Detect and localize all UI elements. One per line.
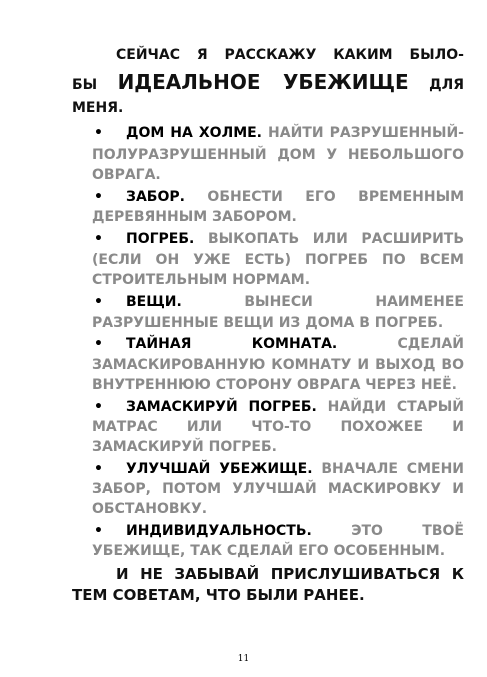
page-number: 11 [237,654,250,664]
intro-line-1 [116,44,464,66]
bullet-icon: • [94,125,103,141]
list-item-1-line-1 [126,122,464,144]
list-item-4-line-2: РАЗРУШЕННЫЕ ВЕЩИ ИЗ ДОМА В ПОГРЕБ. [92,315,444,331]
list-item-7-line-2: ЗАБОР, ПОТОМ УЛУЧШАЙ МАСКИРОВКУ И [92,481,464,497]
list-item-7-line-1 [126,458,464,480]
closing-line-1: И НЕ ЗАБЫВАЙ ПРИСЛУШИВАТЬСЯ К [116,565,464,583]
intro-text-1: СЕЙЧАС Я РАССКАЖУ КАКИМ БЫЛО- [116,47,464,63]
list-item-4-line-1 [126,291,464,313]
intro-text-3: МЕНЯ. [72,100,124,116]
bullet-icon: • [94,294,103,310]
closing-line-2: ТЕМ СОВЕТАМ, ЧТО БЫЛИ РАНЕЕ. [72,586,365,604]
list-item-6-line-3: ЗАМАСКИРУЙ ПОГРЕБ. [92,439,277,455]
list-item-5-line-3: ВНУТРЕННЮЮ СТОРОНУ ОВРАГА ЧЕРЕЗ НЕЁ. [92,377,457,393]
list-item-text: ЭТО ТВОЁ [351,523,464,539]
list-item-3-line-3: СТРОИТЕЛЬНЫМ НОРМАМ. [92,272,311,288]
list-item-text: НАЙДИ СТАРЫЙ [327,399,464,415]
list-item-6-line-1 [126,396,464,418]
list-item-title: ТАЙНАЯ КОМНАТА. [126,336,338,352]
list-item-3-line-2: (ЕСЛИ ОН УЖЕ ЕСТЬ) ПОГРЕБ ПО ВСЕМ [92,252,464,268]
list-item-8-line-2: УБЕЖИЩЕ, ТАК СДЕЛАЙ ЕГО ОСОБЕННЫМ. [92,543,446,559]
bullet-icon: • [94,336,103,352]
list-item-7-line-3: ОБСТАНОВКУ. [92,501,208,517]
list-item-title: ИНДИВИДУАЛЬНОСТЬ. [126,523,312,539]
bullet-icon: • [94,231,103,247]
list-item-title: ДОМ НА ХОЛМЕ. [126,125,263,141]
list-item-title: УЛУЧШАЙ УБЕЖИЩЕ. [126,461,313,477]
intro-text-2b: ДЛЯ [408,77,464,93]
list-item-text: СДЕЛАЙ [397,336,464,352]
bullet-icon: • [94,461,103,477]
list-item-text: НАЙТИ РАЗРУШЕННЫЙ- [268,125,464,141]
list-item-6-line-2: МАТРАС ИЛИ ЧТО-ТО ПОХОЖЕЕ И [92,419,464,435]
list-item-1-line-3: ОВРАГА. [92,167,161,183]
bullet-icon: • [94,399,103,415]
intro-highlight: ИДЕАЛЬНОЕ УБЕЖИЩЕ [117,70,409,94]
list-item-5-line-1 [126,333,464,355]
intro-text-2a: БЫ [72,77,118,93]
list-item-5-line-2: ЗАМАСКИРОВАННУЮ КОМНАТУ И ВЫХОД ВО [92,357,464,373]
list-item-text: ВНАЧАЛЕ СМЕНИ [321,461,464,477]
intro-line-3 [72,97,464,119]
list-item-3-line-1 [126,228,464,250]
list-item-title: ПОГРЕБ. [126,231,195,247]
list-item-title: ВЕЩИ. [126,294,182,310]
list-item-text: ВЫНЕСИ НАИМЕНЕЕ [244,294,464,310]
list-item-text: ВЫКОПАТЬ ИЛИ РАСШИРИТЬ [207,231,465,247]
bullet-icon: • [94,189,103,205]
intro-line-2 [72,67,464,100]
list-item-2-line-1 [126,186,464,208]
list-item-2-line-2: ДЕРЕВЯННЫМ ЗАБОРОМ. [92,209,297,225]
list-item-title: ЗАМАСКИРУЙ ПОГРЕБ. [126,399,317,415]
list-item-1-line-2: ПОЛУРАЗРУШЕННЫЙ ДОМ У НЕБОЛЬШОГО [92,147,464,163]
list-item-text: ОБНЕСТИ ЕГО ВРЕМЕННЫМ [207,189,465,205]
list-item-title: ЗАБОР. [126,189,185,205]
bullet-icon: • [94,523,103,539]
list-item-8-line-1 [126,520,464,542]
